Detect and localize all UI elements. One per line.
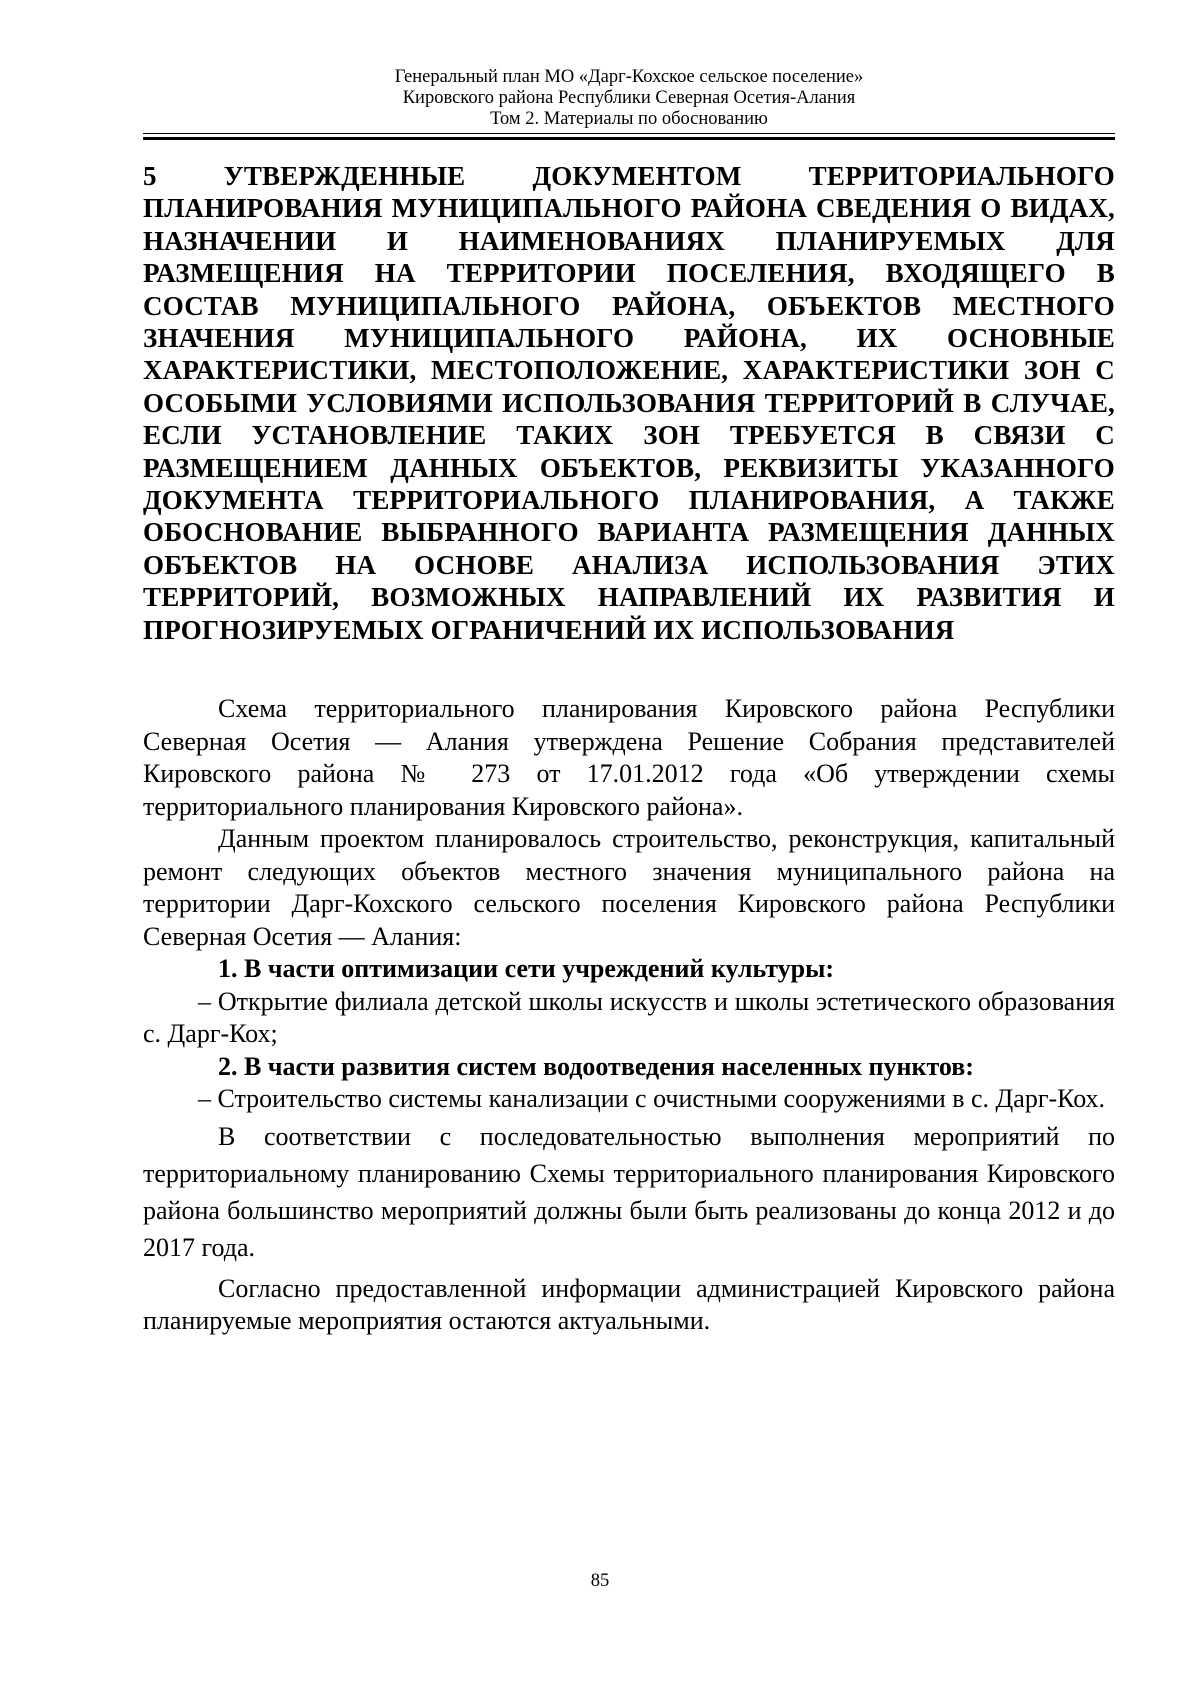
body-text	[143, 693, 1115, 1338]
page-number: 85	[590, 1571, 610, 1591]
section-heading: 5 УТВЕРЖДЕННЫЕ ДОКУМЕНТОМ ТЕРРИТОРИАЛЬНОГО ПЛАНИРОВАНИЯ МУНИЦИПАЛЬНОГО РАЙОНА СВЕДЕНИЯ О ВИДАХ, НАЗНАЧЕНИИ И НАИМЕНОВАНИЯХ ПЛАНИРУЕМЫХ ДЛЯ РАЗМЕЩЕНИЯ НА ТЕРРИТОРИИ ПОСЕЛЕНИЯ, ВХОДЯЩЕГО В СОСТАВ МУНИЦИПАЛЬНОГО РАЙОНА, ОБЪЕКТОВ МЕСТНОГО ЗНАЧЕНИЯ МУНИЦИПАЛЬНОГО РАЙОНА, ИХ ОСНОВНЫЕ ХАРАКТЕРИСТИКИ, МЕСТОПОЛОЖЕНИЕ, ХАРАКТЕРИСТИКИ ЗОН С ОСОБЫМИ УСЛОВИЯМИ ИСПОЛЬЗОВАНИЯ ТЕРРИТОРИЙ В СЛУЧАЕ, ЕСЛИ УСТАНОВЛЕНИЕ ТАКИХ ЗОН ТРЕБУЕТСЯ В СВЯЗИ С РАЗМЕЩЕНИЕМ ДАННЫХ ОБЪЕКТОВ, РЕКВИЗИТЫ УКАЗАННОГО ДОКУМЕНТА ТЕРРИТОРИАЛЬНОГО ПЛАНИРОВАНИЯ, А ТАКЖЕ ОБОСНОВАНИЕ ВЫБРАННОГО ВАРИАНТА РАЗМЕЩЕНИЯ ДАННЫХ ОБЪЕКТОВ НА ОСНОВЕ АНАЛИЗА ИСПОЛЬЗОВАНИЯ ЭТИХ ТЕРРИТОРИЙ, ВОЗМОЖНЫХ НАПРАВЛЕНИЙ ИХ РАЗВИТИЯ И ПРОГНОЗИРУЕМЫХ ОГРАНИЧЕНИЙ ИХ ИСПОЛЬЗОВАНИЯ	[143, 161, 1115, 645]
paragraph-implementation: В соответствии с последовательностью выполнения мероприятий по территориальному планированию Схемы территориального планирования Кировского района большинство мероприятий должны были быть реализованы до конца 2012 и до 2017 года.	[143, 1121, 1115, 1262]
header-rule-thick	[143, 137, 1115, 140]
subheading-sewerage: 2. В части развития систем водоотведения населенных пунктов:	[218, 1051, 974, 1081]
paragraph-relevance: Согласно предоставленной информации администрацией Кировского района планируемые мероприятия остаются актуальными.	[143, 1273, 1115, 1335]
paragraph-planned-objects: Данным проектом планировалось строительство, реконструкция, капитальный ремонт следующих объектов местного значения муниципального района на территории Дарг-Кохского сельского поселения Кировского района Республики Северная Осетия — Алания:	[143, 824, 1115, 951]
header-line-3: Том 2. Материалы по обоснованию	[490, 109, 768, 129]
header-rule-thin	[143, 133, 1115, 134]
header-line-2: Кировского района Республики Северная Осетия-Алания	[402, 88, 856, 108]
list-item-sewerage: – Строительство системы канализации с очистными сооружениями в с. Дарг-Кох.	[198, 1084, 1106, 1113]
paragraph-scheme-approval: Схема территориального планирования Кировского района Республики Северная Осетия — Алания утверждена Решение Собрания представителей Кировского района № 273 от 17.01.2012 года «Об утверждении схемы территориального планирования Кировского района».	[143, 694, 1115, 821]
list-item-art-school: – Открытие филиала детской школы искусств и школы эстетического образования с. Дарг-Кох;	[143, 986, 1115, 1048]
header-line-1: Генеральный план МО «Дарг-Кохское сельское поселение»	[394, 67, 864, 87]
running-header	[143, 67, 1115, 130]
subheading-culture: 1. В части оптимизации сети учреждений культуры:	[218, 954, 835, 983]
